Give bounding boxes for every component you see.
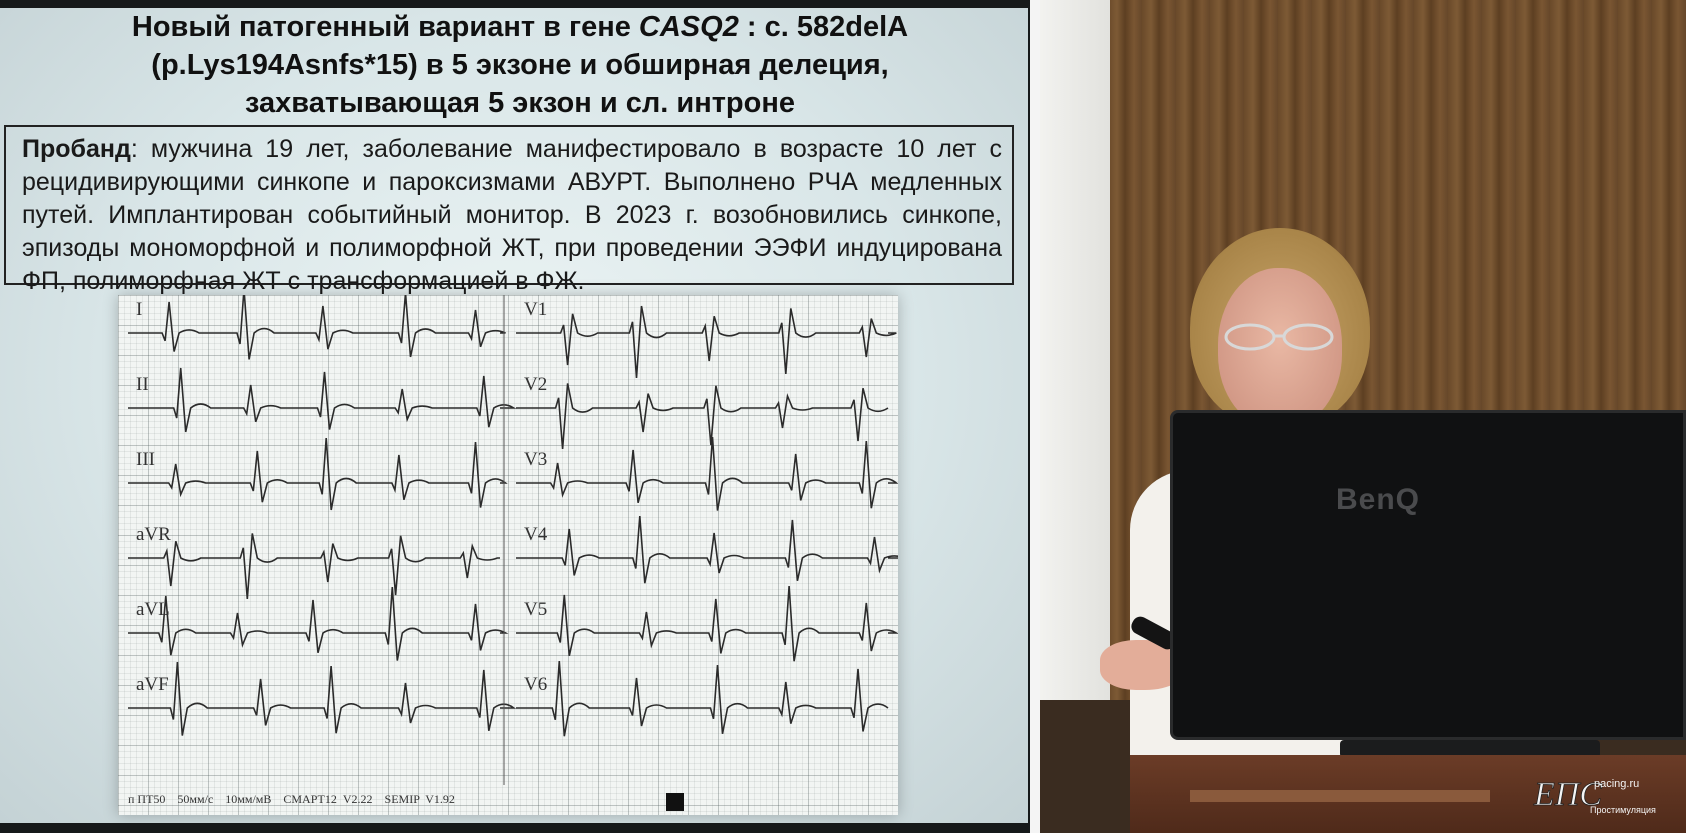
gene-name: CASQ2 [638,11,739,43]
lead-label-v4: V4 [524,524,548,545]
ecg-trace-v6 [516,661,888,736]
slide-title-line-3: захватывающая 5 экзон и сл. интроне [245,87,795,119]
lead-label-v5: V5 [524,599,548,620]
lead-label-avr: aVR [136,524,171,545]
lead-label-v2: V2 [524,374,548,395]
lead-label-v1: V1 [524,299,548,320]
ecg-trace-i [128,295,506,359]
ecg-trace-avl [128,587,506,661]
lead-label-ii: II [136,374,149,395]
lead-label-v3: V3 [524,449,548,470]
slide-title-line-2: (p.Lys194Asnfs*15) в 5 экзоне и обширная делеция, [151,49,889,81]
lead-label-avl: aVL [136,599,170,620]
ecg-trace-v3 [516,437,896,511]
speaker-photo [1040,0,1686,833]
lead-label-avf: aVF [136,674,169,695]
ecg-trace-v4 [516,516,898,583]
watermark-sub: Простимуляция [1590,805,1656,815]
ecg-traces [118,295,898,815]
watermark-url: pacing.ru [1594,778,1640,790]
watermark-main: ЕПС [1534,776,1602,813]
ecg-printout [118,295,898,815]
lead-label-iii: III [136,449,155,470]
lead-label-i: I [136,299,143,320]
slide-title-line-1 [60,8,980,46]
podium-rail [1190,790,1490,802]
proband-text: : мужчина 19 лет, заболевание манифестировало в возрасте 10 лет с рецидивирующими синкопе и пароксизмами АВУРТ. Выполнено РЧА медленных путей. Имплантирован событийный монитор. В 2023 г. возобновились синкопе, эпизоды мономорфной и полиморфной ЖТ, при проведении ЭЭФИ индуцирована ФП, полиморфная ЖТ с трансформацией в ФЖ. [22,135,1002,295]
ecg-footer: п ПТ50 50мм/с 10мм/мВ СМАРТ12 V2.22 SEMIP V1.92 [128,792,455,806]
glasses-icon [1220,322,1340,352]
ecg-marker-square [666,793,684,811]
photo-divider [1030,0,1040,833]
ecg-trace-avf [128,662,514,736]
ecg-trace-ii [128,368,514,432]
ecg-trace-v5 [516,586,896,661]
ecg-trace-v2 [516,383,888,449]
proband-label: Пробанд [22,135,131,163]
ecg-trace-iii [128,438,506,510]
title-prefix: Новый патогенный вариант в гене [131,11,639,43]
title-variant: : с. 582delA [738,11,909,43]
ecg-trace-v1 [516,306,896,378]
monitor [1170,410,1686,740]
ecg-trace-avr [128,533,500,599]
slide-title [60,8,980,122]
white-wall-panel [1040,0,1110,700]
lead-label-v6: V6 [524,674,548,695]
presentation-slide [0,8,1028,823]
watermark-logo [1530,771,1668,817]
monitor-brand-logo: BenQ [1335,483,1420,516]
proband-description-box [4,125,1014,295]
